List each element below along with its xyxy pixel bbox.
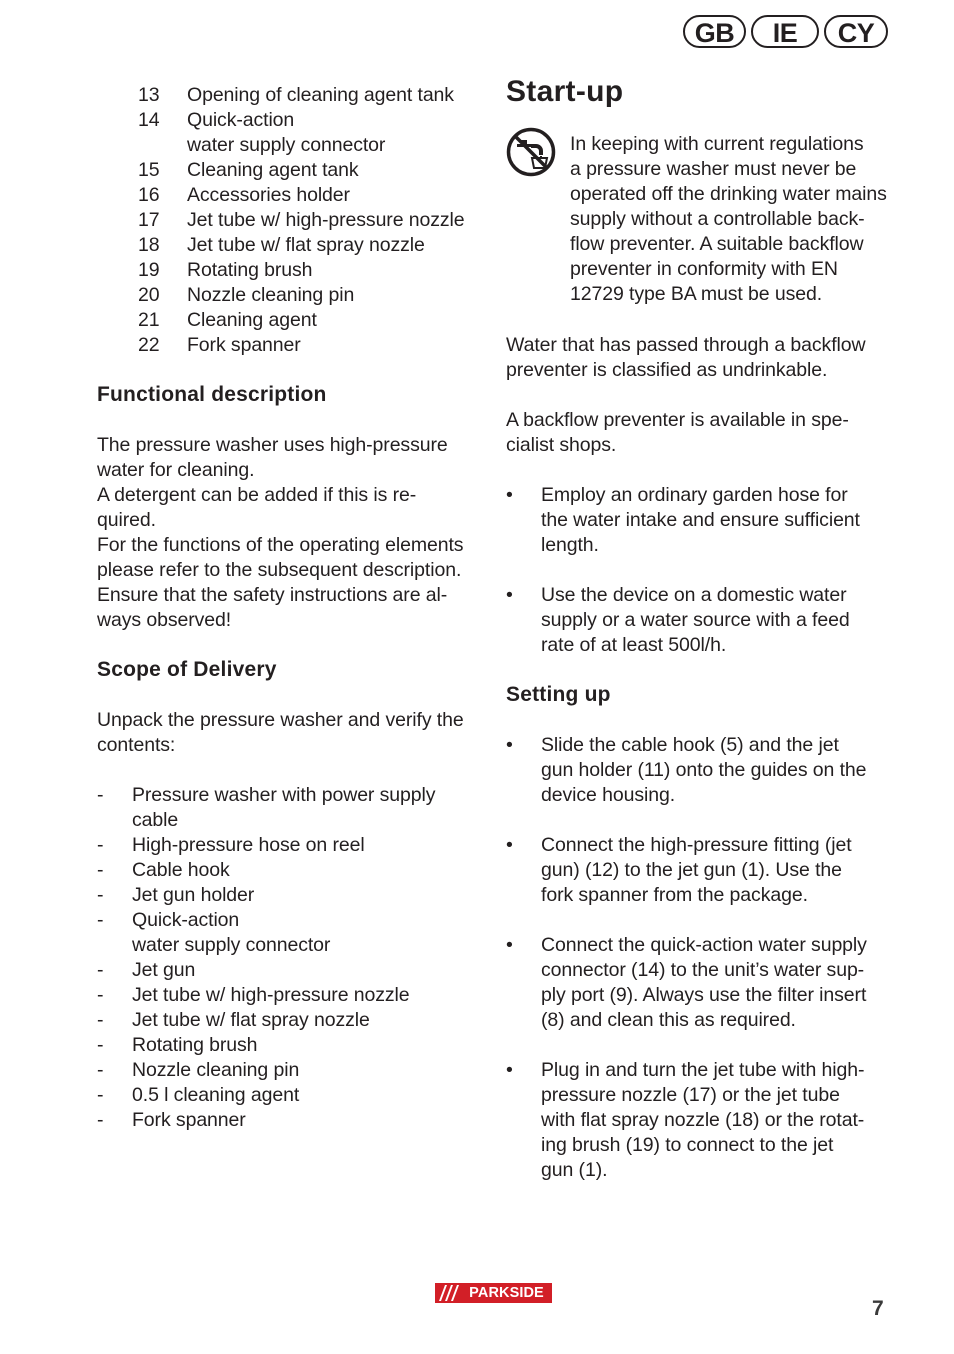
part-label: Rotating brush [187,259,313,281]
dash-marker: - [97,884,104,906]
scope-of-delivery-heading: Scope of Delivery [97,658,277,681]
text-line: cialist shops. [506,434,617,456]
page-number: 7 [872,1297,884,1320]
list-item: - Jet tube w/ high-pressure nozzle [97,984,410,1006]
part-label: water supply connector [187,134,386,156]
list-item: • Use the device on a domestic water supply or a water source with a feed rate of at least 500l/h. [506,584,850,656]
text-line: a pressure washer must never be [570,158,857,180]
bullet-marker: • [506,734,513,756]
part-label: Cleaning agent tank [187,159,359,181]
bullet-marker: • [506,584,513,606]
list-item: - Cable hook [97,859,230,881]
text-line: A detergent can be added if this is re- [97,484,417,506]
text-line: For the functions of the operating elements [97,534,464,556]
part-number: 19 [138,259,160,281]
badge-cy: CY [824,15,888,48]
brand-name: PARKSIDE [463,1285,550,1301]
text-line: ways observed! [97,609,232,631]
part-number: 13 [138,84,160,106]
text-line: contents: [97,734,176,756]
part-number: 15 [138,159,160,181]
delivery-list [97,783,482,1133]
part-label: Opening of cleaning agent tank [187,84,454,106]
list-item: • Connect the quick-action water supply connector (14) to the unit’s water sup- ply port (9). Always use the filter insert (8) and clean this as required. [506,934,867,1031]
list-item: • Slide the cable hook (5) and the jet gun holder (11) onto the guides on the device housing. [506,734,867,806]
part-number: 16 [138,184,160,206]
part-number: 21 [138,309,160,331]
functional-description-heading: Functional description [97,383,327,406]
list-item: - Jet tube w/ flat spray nozzle [97,1009,370,1031]
dash-marker: - [97,1009,104,1031]
functional-description-text [97,433,482,633]
list-item: • Employ an ordinary garden hose for the water intake and ensure sufficient length. [506,484,860,556]
bullet-marker: • [506,1059,513,1081]
list-item: - Jet gun holder [97,884,255,906]
part-label: Fork spanner [187,334,301,356]
part-label: Jet tube w/ high-pressure nozzle [187,209,465,231]
text-line: supply without a controllable back- [570,208,865,230]
setting-up-bullets [506,733,901,1208]
part-label: Nozzle cleaning pin [187,284,355,306]
backflow-notice [570,132,895,307]
part-number: 14 [138,109,160,131]
parts-list-item [138,308,483,333]
parts-list-item [138,233,483,258]
bullet-marker: • [506,834,513,856]
text-line: operated off the drinking water mains [570,183,887,205]
dash-marker: - [97,1034,104,1056]
bullet-marker: • [506,484,513,506]
start-up-heading: Start-up [506,75,624,108]
part-label: Cleaning agent [187,309,317,331]
startup-bullets [506,483,901,683]
parkside-logo [435,1283,552,1303]
text-line: 12729 type BA must be used. [570,283,823,305]
parts-list-item [138,158,483,183]
part-label: Jet tube w/ flat spray nozzle [187,234,425,256]
dash-marker: - [97,784,104,806]
dash-marker: - [97,984,104,1006]
parts-list-item [138,283,483,308]
list-item: • Connect the high-pressure fitting (jet gun) (12) to the jet gun (1). Use the fork spanner from the package. [506,834,852,906]
text-line: Ensure that the safety instructions are al- [97,584,448,606]
dash-marker: - [97,1084,104,1106]
undrinkable-paragraph [506,333,901,383]
list-item: - Pressure washer with power supply cable [97,784,436,831]
list-item: - Quick-action water supply connector [97,909,331,956]
text-line: Water that has passed through a backflow [506,334,866,356]
list-item: • Plug in and turn the jet tube with high- pressure nozzle (17) or the jet tube with flat spray nozzle (18) or the rotat- ing brush (19) to connect to the jet gun (1). [506,1059,865,1181]
text-line: water for cleaning. [97,459,255,481]
no-drinking-water-tap-icon [506,127,556,177]
dash-marker: - [97,909,104,931]
dash-marker: - [97,859,104,881]
parts-list-item [138,258,483,283]
part-label: Quick-action [187,109,295,131]
logo-stripes-icon [435,1283,463,1303]
list-item: - Rotating brush [97,1034,258,1056]
badge-ie: IE [751,15,819,48]
scope-intro [97,708,482,758]
text-line: flow preventer. A suitable backflow [570,233,864,255]
part-number: 17 [138,209,160,231]
list-item: - High-pressure hose on reel [97,834,365,856]
badge-gb: GB [683,15,746,48]
parts-list-item [138,83,483,108]
dash-marker: - [97,1109,104,1131]
part-number: 18 [138,234,160,256]
setting-up-heading: Setting up [506,683,611,706]
text-line: Unpack the pressure washer and verify the [97,709,464,731]
part-number: 20 [138,284,160,306]
dash-marker: - [97,1059,104,1081]
country-badges [683,15,888,48]
text-line: A backflow preventer is available in spe- [506,409,849,431]
parts-list-item [138,208,483,233]
text-line: The pressure washer uses high-pressure [97,434,448,456]
part-number: 22 [138,334,160,356]
bullet-marker: • [506,934,513,956]
list-item: - Fork spanner [97,1109,246,1131]
text-line: In keeping with current regulations [570,133,864,155]
list-item: - Jet gun [97,959,196,981]
text-line: quired. [97,509,156,531]
list-item: - Nozzle cleaning pin [97,1059,300,1081]
availability-paragraph [506,408,901,458]
text-line: preventer in conformity with EN [570,258,838,280]
parts-list-item [138,108,483,158]
text-line: preventer is classified as undrinkable. [506,359,828,381]
parts-list-item [138,183,483,208]
part-label: Accessories holder [187,184,350,206]
parts-list-item [138,333,483,358]
text-line: please refer to the subsequent description. [97,559,462,581]
dash-marker: - [97,959,104,981]
list-item: - 0.5 l cleaning agent [97,1084,300,1106]
dash-marker: - [97,834,104,856]
parts-list [138,83,483,358]
